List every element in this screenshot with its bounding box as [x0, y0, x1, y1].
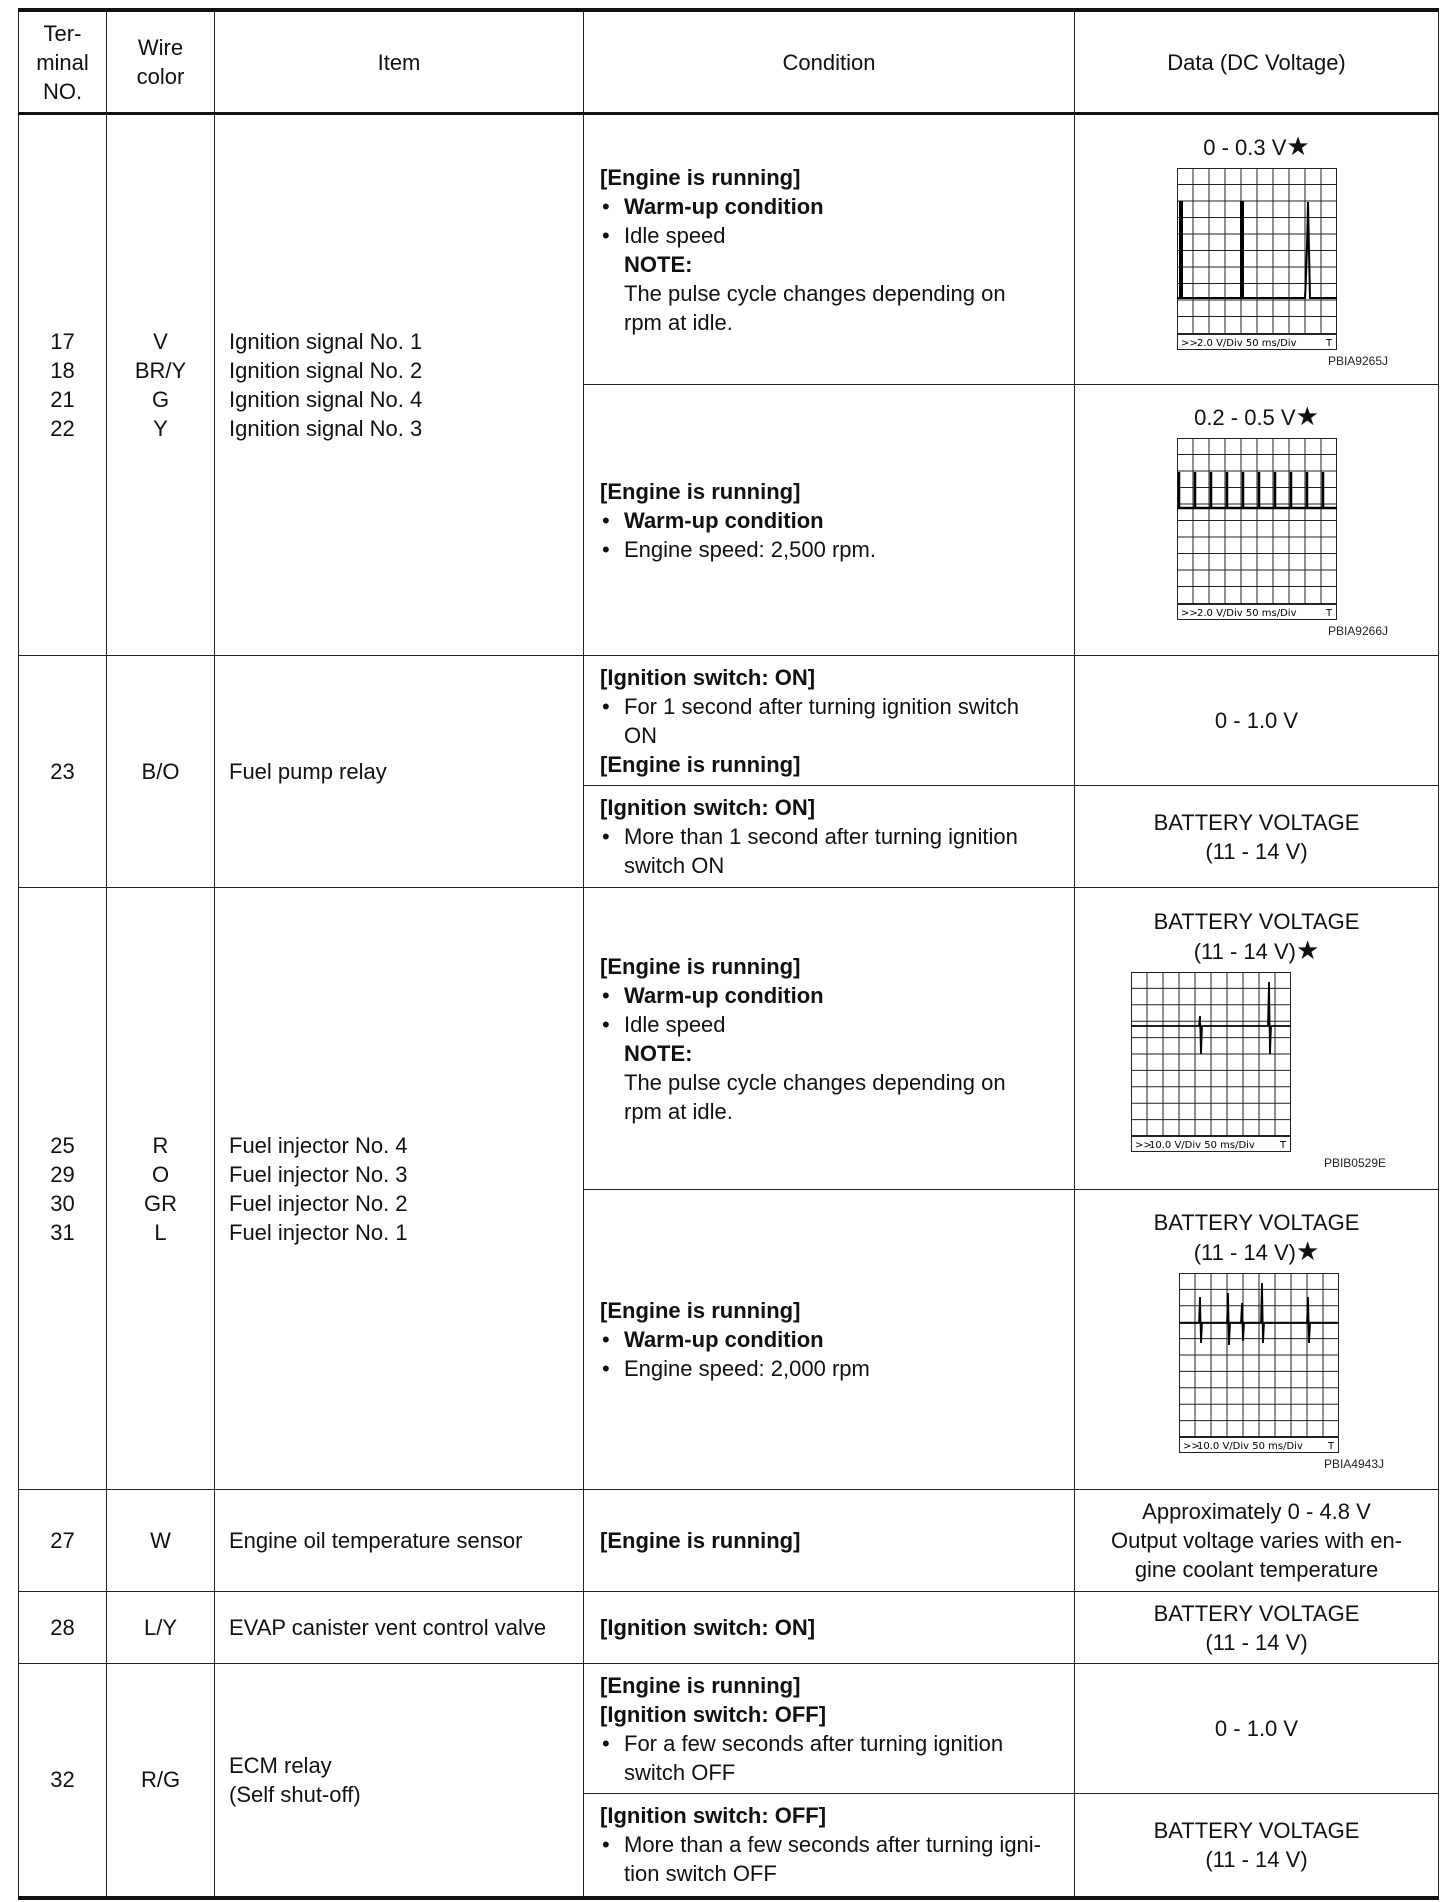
wire-color-cell: R/G: [107, 1664, 215, 1898]
wire-color-cell: W: [107, 1490, 215, 1592]
item-cell: EVAP canister vent control valve: [215, 1592, 584, 1664]
condition-cell: [Ignition switch: ON] • For 1 second after turning ignition switch ON [Engine is running]: [584, 656, 1075, 786]
table-row: [19, 1490, 1439, 1592]
item-cell: ECM relay (Self shut-off): [215, 1664, 584, 1898]
item-cell: Engine oil temperature sensor: [215, 1490, 584, 1592]
star-icon: ★: [1296, 1236, 1320, 1266]
wire-color-cell: V BR/Y G Y: [107, 114, 215, 656]
data-cell: BATTERY VOLTAGE (11 - 14 V): [1075, 786, 1439, 888]
data-cell: 0 - 0.3 V★ >> 2.0 V/Div 50 ms/Div T PBIA9265J: [1075, 114, 1439, 385]
data-cell: 0 - 1.0 V: [1075, 656, 1439, 786]
data-cell: Approximately 0 - 4.8 V Output voltage varies with en- gine coolant temperature: [1075, 1490, 1439, 1592]
item-cell: Ignition signal No. 1 Ignition signal No. 2 Ignition signal No. 4 Ignition signal No. 3: [215, 114, 584, 656]
header-terminal: Ter- minal NO.: [19, 10, 107, 114]
data-cell: 0 - 1.0 V: [1075, 1664, 1439, 1794]
svg-text:10.0 V/Div 50 ms/Div: 10.0 V/Div 50 ms/Div: [1197, 1441, 1303, 1452]
condition-cell: [Engine is running] [Ignition switch: OFF] • For a few seconds after turning ignition switch OFF: [584, 1664, 1075, 1794]
table-row: [19, 656, 1439, 786]
terminal-cell: 17 18 21 22: [19, 114, 107, 656]
svg-text:T: T: [1280, 1140, 1287, 1151]
header-data: Data (DC Voltage): [1075, 10, 1439, 114]
ecm-terminal-table: [18, 8, 1439, 1900]
header-wire-color: Wire color: [107, 10, 215, 114]
condition-cell: [Ignition switch: ON]: [584, 1592, 1075, 1664]
table-row: [19, 888, 1439, 1190]
table-row: [19, 1592, 1439, 1664]
svg-text:>>: >>: [1180, 337, 1198, 349]
oscilloscope-waveform-icon: [1177, 438, 1337, 620]
data-cell: BATTERY VOLTAGE (11 - 14 V): [1075, 1794, 1439, 1898]
svg-text:>>: >>: [1135, 1140, 1152, 1151]
svg-text:>>: >>: [1180, 608, 1198, 619]
wire-color-cell: B/O: [107, 656, 215, 888]
terminal-cell: 32: [19, 1664, 107, 1898]
item-cell: Fuel injector No. 4 Fuel injector No. 3 Fuel injector No. 2 Fuel injector No. 1: [215, 888, 584, 1490]
star-icon: ★: [1296, 935, 1320, 965]
condition-cell: [Ignition switch: ON] • More than 1 second after turning ignition switch ON: [584, 786, 1075, 888]
wire-color-cell: R O GR L: [107, 888, 215, 1490]
condition-cell: [Ignition switch: OFF] • More than a few seconds after turning igni- tion switch OFF: [584, 1794, 1075, 1898]
oscilloscope-waveform-icon: [1179, 1273, 1339, 1453]
terminal-cell: 23: [19, 656, 107, 888]
star-icon: ★: [1286, 130, 1310, 161]
header-item: Item: [215, 10, 584, 114]
condition-cell: [Engine is running] • Warm-up condition • Engine speed: 2,000 rpm: [584, 1190, 1075, 1490]
svg-text:2.0 V/Div 50 ms/Div: 2.0 V/Div 50 ms/Div: [1196, 608, 1296, 619]
terminal-cell: 25 29 30 31: [19, 888, 107, 1490]
svg-text:10.0 V/Div 50 ms/Div: 10.0 V/Div 50 ms/Div: [1149, 1140, 1255, 1151]
star-icon: ★: [1295, 401, 1319, 431]
table-row: [19, 114, 1439, 385]
svg-text:2.0 V/Div 50 ms/Div: 2.0 V/Div 50 ms/Div: [1196, 337, 1296, 349]
data-cell: BATTERY VOLTAGE (11 - 14 V)★ >> 10.0 V/Div 50 ms/Div T PBIB0529E: [1075, 888, 1439, 1190]
header-row: [19, 10, 1439, 114]
data-cell: BATTERY VOLTAGE (11 - 14 V)★ >> 10.0 V/Div 50 ms/Div T PBIA4943J: [1075, 1190, 1439, 1490]
terminal-cell: 28: [19, 1592, 107, 1664]
svg-text:T: T: [1325, 608, 1332, 619]
wire-color-cell: L/Y: [107, 1592, 215, 1664]
condition-cell: [Engine is running] • Warm-up condition • Idle speed NOTE: The pulse cycle changes depending on rpm at idle.: [584, 114, 1075, 385]
data-cell: 0.2 - 0.5 V★ >> 2.0 V/Div 50 ms/Div T PBIA9266J: [1075, 385, 1439, 656]
header-condition: Condition: [584, 10, 1075, 114]
svg-text:T: T: [1325, 337, 1332, 349]
terminal-cell: 27: [19, 1490, 107, 1592]
svg-text:T: T: [1328, 1441, 1335, 1452]
oscilloscope-waveform-icon: [1177, 168, 1337, 350]
data-cell: BATTERY VOLTAGE (11 - 14 V): [1075, 1592, 1439, 1664]
table-row: [19, 1664, 1439, 1794]
condition-cell: [Engine is running] • Warm-up condition • Engine speed: 2,500 rpm.: [584, 385, 1075, 656]
condition-cell: [Engine is running] • Warm-up condition • Idle speed NOTE: The pulse cycle changes depending on rpm at idle.: [584, 888, 1075, 1190]
document-page: [18, 8, 1438, 1900]
condition-cell: [Engine is running]: [584, 1490, 1075, 1592]
item-cell: Fuel pump relay: [215, 656, 584, 888]
svg-text:>>: >>: [1183, 1441, 1200, 1452]
oscilloscope-waveform-icon: [1131, 972, 1291, 1152]
